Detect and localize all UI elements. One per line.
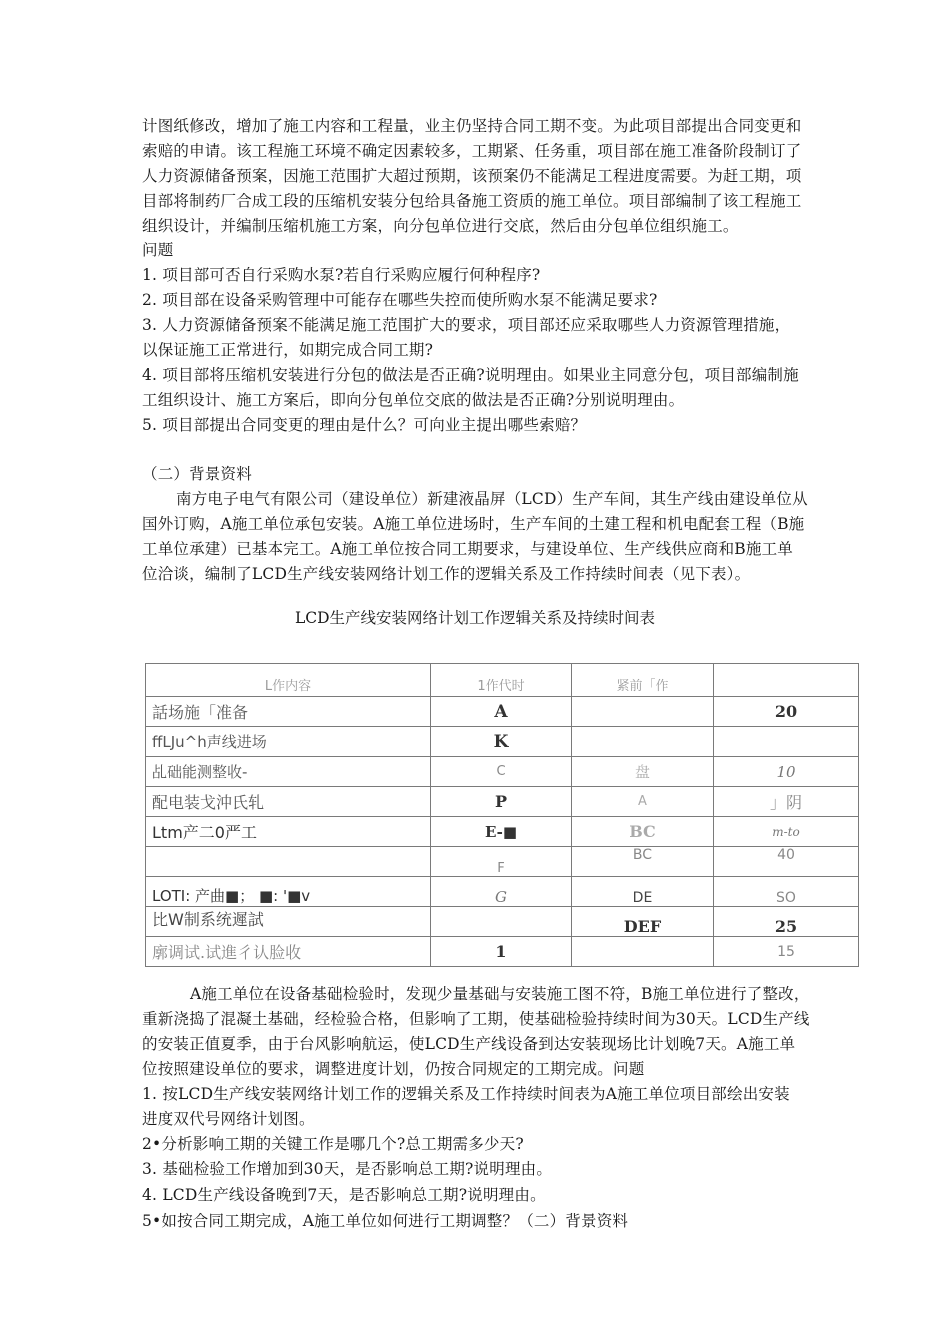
table-cell: m-to: [714, 817, 859, 847]
body-text-line: 的安装正值夏季，由于台风影响航运，使LCD生产线设备到达安装现场比计划晚7天。A施工单: [142, 1035, 796, 1053]
table-cell: ffLJu^h声线进场: [146, 727, 431, 757]
table-cell: 比W制系统遲試: [146, 907, 431, 937]
table-cell: 15: [714, 937, 859, 967]
table-row: [146, 787, 859, 817]
body-text-line: 组织设计，并编制压缩机施工方案，向分包单位进行交底，然后由分包单位组织施工。: [142, 217, 739, 235]
body-text-line: 位按照建设单位的要求，调整进度计划，仍按合同规定的工期完成。问题: [142, 1060, 645, 1078]
table-cell: P: [431, 787, 572, 817]
table-cell: 乩础能测整收-: [146, 757, 431, 787]
table-header-row: [146, 664, 859, 697]
table-cell: E-■: [431, 817, 572, 847]
table-cell: 1: [431, 937, 572, 967]
table-cell: A: [431, 697, 572, 727]
question-item: 5•如按合同工期完成，A施工单位如何进行工期调整？（二）背景资料: [142, 1212, 629, 1230]
table-row: [146, 937, 859, 967]
table-cell: [431, 907, 572, 937]
body-text-line: 索赔的申请。该工程施工环境不确定因素较多，工期紧、任务重，项目部在施工准备阶段制订了: [142, 142, 802, 160]
body-text-line: A施工单位在设备基础检验时，发现少量基础与安装施工图不符，B施工单位进行了整改，: [190, 985, 810, 1003]
table-cell: 40: [714, 847, 859, 877]
table-row: [146, 877, 859, 907]
column-header: L作内容: [146, 664, 431, 697]
table-cell: BC: [572, 817, 714, 847]
question-item: 4. 项目部将压缩机安装进行分包的做法是否正确?说明理由。如果业主同意分包，项目部编制施: [142, 366, 799, 384]
table-cell: LOTI: 产曲■； ■: '■v: [146, 877, 431, 907]
body-text-line: 目部将制药厂合成工段的压缩机安装分包给具备施工资质的施工单位。项目部编制了该工程施工: [142, 192, 802, 210]
question-item: 4. LCD生产线设备晚到7天，是否影响总工期?说明理由。: [142, 1186, 546, 1204]
body-text-line: 位洽谈，编制了LCD生产线安装网络计划工作的逻辑关系及工作持续时间表（见下表）。: [142, 565, 751, 583]
section-heading: （二）背景资料: [142, 465, 252, 483]
body-text-line: 人力资源储备预案，因施工范围扩大超过预期，该预案仍不能满足工程进度需要。为赶工期，项: [142, 167, 802, 185]
table-cell: A: [572, 787, 714, 817]
question-item: 2. 项目部在设备采购管理中可能存在哪些失控而使所购水泵不能满足要求?: [142, 291, 658, 309]
column-header: 1作代时: [431, 664, 572, 697]
table-cell: 廓调试.试進彳认脸收: [146, 937, 431, 967]
table-row: [146, 907, 859, 937]
table-cell: DE: [572, 877, 714, 907]
question-item: 3. 基础检验工作增加到30天，是否影响总工期?说明理由。: [142, 1160, 553, 1178]
body-text-line: 南方电子电气有限公司（建设单位）新建液晶屏（LCD）生产车间，其生产线由建设单位从: [176, 490, 808, 508]
table-cell: [572, 727, 714, 757]
table-title: LCD生产线安装网络计划工作逻辑关系及持续时间表: [294, 609, 656, 627]
question-item: 以保证施工正常进行，如期完成合同工期?: [142, 341, 434, 359]
body-text-line: 计图纸修改，增加了施工内容和工程量，业主仍坚持合同工期不变。为此项目部提出合同变更和: [142, 117, 802, 135]
table-row: [146, 727, 859, 757]
table-cell: G: [431, 877, 572, 907]
question-item: 1. 按LCD生产线安装网络计划工作的逻辑关系及工作持续时间表为A施工单位项目部绘出安装: [142, 1085, 790, 1103]
question-item: 3. 人力资源储备预案不能满足施工范围扩大的要求，项目部还应采取哪些人力资源管理措施，: [142, 316, 791, 334]
table-cell: 20: [714, 697, 859, 727]
table-cell: C: [431, 757, 572, 787]
question-item: 2•分析影响工期的关键工作是哪几个?总工期需多少天?: [142, 1135, 524, 1153]
table-cell: DEF: [572, 907, 714, 937]
question-item: 5. 项目部提出合同变更的理由是什么？可向业主提出哪些索赔？: [142, 416, 587, 434]
table-cell: 25: [714, 907, 859, 937]
column-header: [714, 664, 859, 697]
table-cell: 」阴: [714, 787, 859, 817]
table-cell: SO: [714, 877, 859, 907]
body-text-line: 国外订购，A施工单位承包安装。A施工单位进场时，生产车间的土建工程和机电配套工程（B施: [142, 515, 805, 533]
table-cell: F: [431, 847, 572, 877]
question-item: 工组织设计、施工方案后，即向分包单位交底的做法是否正确?分别说明理由。: [142, 391, 685, 409]
table-cell: [572, 697, 714, 727]
table-cell: 話场施「准备: [146, 697, 431, 727]
table-cell: BC: [572, 847, 714, 877]
table-cell: K: [431, 727, 572, 757]
question-item: 1. 项目部可否自行采购水泵?若自行采购应履行何种程序?: [142, 266, 541, 284]
body-text-line: 工单位承建）已基本完工。A施工单位按合同工期要求，与建设单位、生产线供应商和B施工单: [142, 540, 793, 558]
table-cell: [146, 847, 431, 877]
question-item: 进度双代号网络计划图。: [142, 1110, 315, 1128]
table-row: [146, 757, 859, 787]
table-cell: Ltm产二0严工: [146, 817, 431, 847]
schedule-table: [145, 663, 859, 967]
column-header: 紧前「作: [572, 664, 714, 697]
table-row: [146, 697, 859, 727]
table-cell: 盘: [572, 757, 714, 787]
body-text-line: 重新浇捣了混凝土基础，经检验合格，但影响了工期，使基础检验持续时间为30天。LCD生产线: [142, 1010, 810, 1028]
table-row: [146, 847, 859, 877]
table-cell: [572, 937, 714, 967]
table-cell: 10: [714, 757, 859, 787]
table-row: [146, 817, 859, 847]
table-cell: [714, 727, 859, 757]
table-cell: 配电装戈沖氏轧: [146, 787, 431, 817]
questions-heading: 问题: [142, 241, 174, 259]
